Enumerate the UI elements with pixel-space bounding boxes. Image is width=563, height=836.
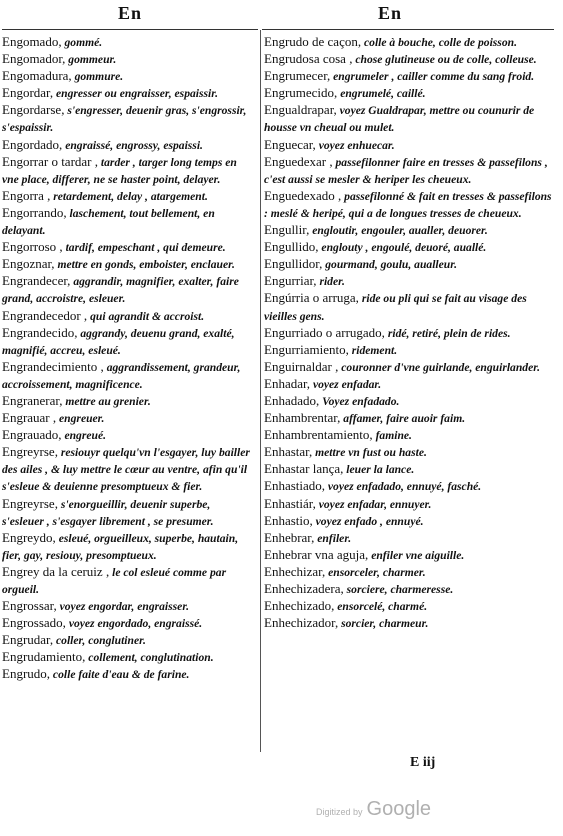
entry-headword: Enhechizadera, xyxy=(264,581,344,596)
dictionary-entry xyxy=(2,188,254,205)
entry-definition: passefilonné & fait en tresses & passefilons : meslé & heripé, qui a de longues tresses de cheueux. xyxy=(264,189,552,220)
entry-definition: affamer, faire auoir faim. xyxy=(340,412,466,426)
entry-headword: Enhechizado, xyxy=(264,598,335,614)
entry-definition: engloutir, engouler, aualler, deuorer. xyxy=(309,224,488,238)
dictionary-entry xyxy=(2,137,254,154)
dictionary-entry xyxy=(264,154,552,188)
entry-headword: Engrudo, xyxy=(2,666,51,682)
dictionary-entry xyxy=(2,410,254,427)
entry-definition: leuer la lance. xyxy=(343,463,415,477)
dictionary-entry xyxy=(2,666,254,683)
entry-headword: Engreyrse, xyxy=(2,444,58,460)
entry-definition: esleué, orgueilleux, superbe, hautain, fier, gay, resiouy, presomptueux. xyxy=(2,531,239,562)
dictionary-entry xyxy=(2,393,254,410)
entry-headword: Enguedexar , xyxy=(264,153,333,169)
entry-definition: gommeur. xyxy=(65,53,117,67)
entry-headword: Engualdrapar, xyxy=(264,102,337,118)
entry-headword: Enguedexado , xyxy=(264,187,342,203)
dictionary-entry xyxy=(264,34,552,51)
entry-definition: voyez engordar, engraisser. xyxy=(56,600,190,614)
dictionary-entry xyxy=(264,461,552,478)
entry-headword: Engordarse, xyxy=(2,102,65,118)
entry-definition: engrumeler , cailler comme du sang froid. xyxy=(330,70,535,84)
entry-headword: Enhambrentamiento, xyxy=(264,427,373,443)
entry-definition: aggrandissement, grandeur, accroissement, magnificence. xyxy=(2,360,241,391)
entry-definition: mettre en gonds, emboister, enclauer. xyxy=(54,258,235,272)
dictionary-entry xyxy=(264,410,552,427)
entry-headword: Enguirnaldar , xyxy=(264,358,339,374)
dictionary-entry xyxy=(264,290,552,324)
entry-definition: engresser ou engraisser, espaissir. xyxy=(53,87,219,101)
column-divider xyxy=(260,30,261,752)
entry-definition: le col esleué comme par orgueil. xyxy=(2,565,227,596)
dictionary-entry xyxy=(264,530,552,547)
entry-definition: aggrandy, deuenu grand, exalté, magnifié, accreu, esleué. xyxy=(2,326,235,357)
dictionary-entry xyxy=(2,34,254,51)
entry-headword: Engrandecedor , xyxy=(2,307,88,323)
entry-definition: ensorcelé, charmé. xyxy=(334,600,428,614)
entry-definition: engreué. xyxy=(61,429,107,443)
dictionary-entry xyxy=(2,51,254,68)
dictionary-entry xyxy=(2,325,254,359)
dictionary-entry xyxy=(2,273,254,307)
dictionary-entry xyxy=(2,359,254,393)
entry-headword: Engrudo de caçon, xyxy=(264,34,362,49)
dictionary-entry xyxy=(264,85,552,102)
dictionary-entry xyxy=(264,342,552,359)
entry-definition: voyez enfadar, ennuyer. xyxy=(315,497,432,511)
entry-headword: Engrandecimiento , xyxy=(2,358,104,374)
entry-definition: ridé, retiré, plein de rides. xyxy=(384,326,511,340)
dictionary-entry xyxy=(264,273,552,290)
entry-headword: Engorra , xyxy=(2,187,51,203)
dictionary-entry xyxy=(2,427,254,444)
entry-definition: resiouyr quelqu'vn l'esgayer, luy bailler des ailes , & luy mettre le cœur au ventre, afin qu'il s'esleue & deuienne presomptueux & fier. xyxy=(2,446,250,494)
dictionary-entry xyxy=(264,102,552,136)
entry-headword: Enhechizar, xyxy=(264,563,326,579)
dictionary-entry xyxy=(2,598,254,615)
dictionary-entry xyxy=(264,427,552,444)
dictionary-entry xyxy=(2,205,254,239)
entry-headword: Enhastiado, xyxy=(264,478,326,494)
entry-definition: colle faite d'eau & de farine. xyxy=(50,668,190,682)
entry-definition: laschement, tout bellement, en delayant. xyxy=(2,206,215,238)
entry-headword: Engrudamiento, xyxy=(2,649,86,665)
entry-definition: mettre au grenier. xyxy=(62,394,151,408)
entry-headword: Engordar, xyxy=(2,85,54,101)
entry-headword: Engrossar, xyxy=(2,598,57,614)
dictionary-entry xyxy=(2,102,254,136)
entry-definition: sorciere, charmeresse. xyxy=(343,583,454,596)
entry-headword: Engorrando, xyxy=(2,204,67,220)
entry-definition: voyez enhuecar. xyxy=(315,138,395,152)
dictionary-entry xyxy=(2,496,254,530)
entry-headword: Engrauar , xyxy=(2,410,57,426)
dictionary-entry xyxy=(2,615,254,632)
entry-headword: Engurriamiento, xyxy=(264,341,349,357)
entry-definition: ride ou pli qui se fait au visage des vieilles gens. xyxy=(264,292,527,323)
entry-definition: s'engresser, deuenir gras, s'engrossir, s'espaissir. xyxy=(2,104,247,135)
entry-headword: Engrandecer, xyxy=(2,273,71,289)
dictionary-entry xyxy=(264,68,552,85)
watermark-brand: Google xyxy=(366,798,432,820)
entry-headword: Engomado, xyxy=(2,34,62,49)
entry-headword: Enhechizador, xyxy=(264,615,339,631)
entry-definition: coller, conglutiner. xyxy=(53,634,146,648)
dictionary-entry xyxy=(264,239,552,256)
dictionary-entry xyxy=(264,478,552,495)
entry-definition: ensorceler, charmer. xyxy=(325,565,426,579)
dictionary-entry xyxy=(264,513,552,530)
entry-headword: Engrandecido, xyxy=(2,324,78,340)
entry-definition: retardement, delay , atargement. xyxy=(50,189,208,203)
dictionary-entry xyxy=(2,564,254,598)
entry-headword: Engullir, xyxy=(264,222,310,238)
entry-headword: Engrauado, xyxy=(2,427,62,443)
entry-definition: couronner d'vne guirlande, enguirlander. xyxy=(338,360,541,374)
entry-definition: rider. xyxy=(316,275,345,289)
dictionary-entry xyxy=(264,581,552,598)
entry-headword: Enhambrentar, xyxy=(264,410,341,426)
entry-definition: gommure. xyxy=(71,70,124,84)
entry-headword: Enhebrar vna aguja, xyxy=(264,546,369,562)
entry-definition: engreuer. xyxy=(56,412,105,426)
dictionary-entry xyxy=(264,256,552,273)
entry-headword: Engomadura, xyxy=(2,68,72,84)
entry-definition: engraissé, engrossy, espaissi. xyxy=(62,138,203,152)
entry-headword: Engomador, xyxy=(2,51,66,67)
entry-headword: Enhastar, xyxy=(264,444,313,460)
dictionary-entry xyxy=(264,222,552,239)
entry-headword: Engurriado o arrugado, xyxy=(264,324,385,340)
entry-definition: aggrandir, magnifier, exalter, faire grand, accroistre, esleuer. xyxy=(2,275,239,306)
dictionary-entry xyxy=(2,85,254,102)
entry-headword: Engoznar, xyxy=(2,256,55,272)
entry-definition: famine. xyxy=(372,429,412,443)
dictionary-entry xyxy=(264,547,552,564)
dictionary-entry xyxy=(264,359,552,376)
entry-definition: s'enorgueillir, deuenir superbe, s'esleuer , s'esgayer librement , se presumer. xyxy=(2,497,214,528)
entry-definition: collement, conglutination. xyxy=(85,651,214,665)
entry-headword: Engullidor, xyxy=(264,256,323,272)
entry-definition: Voyez enfadado. xyxy=(319,394,400,408)
entry-definition: gommé. xyxy=(61,36,103,49)
dictionary-entry xyxy=(264,444,552,461)
signature-mark: E iij xyxy=(410,755,436,770)
dictionary-entry xyxy=(2,68,254,85)
entry-headword: Engrumecer, xyxy=(264,68,331,84)
entry-headword: Engranerar, xyxy=(2,392,63,408)
dictionary-entry xyxy=(264,393,552,410)
entry-headword: Engrudosa cosa , xyxy=(264,51,353,67)
entry-definition: passefilonner faire en tresses & passefilons , c'est aussi se mesler & heriper les cheueux. xyxy=(264,155,548,186)
entry-definition: voyez enfado , ennuyé. xyxy=(312,514,424,528)
entry-headword: Engrossado, xyxy=(2,615,66,631)
running-header-left: En xyxy=(118,3,143,23)
dictionary-entry xyxy=(2,530,254,564)
entry-headword: Engrey da la ceruiz , xyxy=(2,563,110,579)
entry-headword: Engullido, xyxy=(264,239,319,255)
dictionary-entry xyxy=(264,496,552,513)
dictionary-entry xyxy=(264,137,552,154)
entry-headword: Engúrria o arruga, xyxy=(264,290,359,306)
watermark-prefix: Digitized by xyxy=(316,807,363,817)
entry-definition: tarder , targer long temps en vne place, differer, ne se haster point, delayer. xyxy=(2,155,237,186)
entry-definition: enfiler vne aiguille. xyxy=(368,548,465,562)
entry-headword: Engrumecido, xyxy=(264,85,338,101)
dictionary-entry xyxy=(264,598,552,615)
entry-definition: ridement. xyxy=(348,343,398,357)
entry-definition: voyez engordado, engraissé. xyxy=(65,617,203,631)
watermark xyxy=(316,798,431,821)
entry-headword: Enhastiár, xyxy=(264,495,316,511)
dictionary-entry xyxy=(2,444,254,495)
entry-definition: mettre vn fust ou haste. xyxy=(312,446,427,460)
entry-headword: Engreydo, xyxy=(2,529,56,545)
entry-definition: enfiler. xyxy=(314,531,352,545)
entry-definition: qui agrandit & accroist. xyxy=(87,309,205,323)
dictionary-entry xyxy=(2,649,254,666)
entry-headword: Engordado, xyxy=(2,136,63,152)
entry-headword: Enguecar, xyxy=(264,136,316,152)
entry-definition: voyez enfadado, ennuyé, fasché. xyxy=(325,480,482,494)
entry-definition: voyez enfadar. xyxy=(310,377,382,391)
entry-headword: Engreyrse, xyxy=(2,495,58,511)
entry-definition: voyez Gualdrapar, mettre ou counurir de housse vn cheual ou mulet. xyxy=(264,104,535,135)
dictionary-entry xyxy=(264,615,552,632)
dictionary-entry xyxy=(2,239,254,256)
entry-headword: Engorroso , xyxy=(2,239,63,255)
entry-definition: tardif, empeschant , qui demeure. xyxy=(62,241,226,255)
entry-headword: Engrudar, xyxy=(2,632,54,648)
entry-definition: colle à bouche, colle de poisson. xyxy=(361,36,517,49)
header-rule-left xyxy=(2,29,258,30)
dictionary-entry xyxy=(2,154,254,188)
entry-headword: Enhadar, xyxy=(264,375,311,391)
dictionary-entry xyxy=(2,256,254,273)
dictionary-entry xyxy=(264,188,552,222)
running-header-right: En xyxy=(378,3,403,23)
entry-definition: englouty , engoulé, deuoré, auallé. xyxy=(318,241,487,255)
entry-definition: engrumelé, caillé. xyxy=(337,87,426,101)
entry-headword: Engurriar, xyxy=(264,273,317,289)
entry-headword: Enhastar lança, xyxy=(264,461,344,477)
entry-headword: Engorrar o tardar , xyxy=(2,153,99,169)
dictionary-entry xyxy=(264,376,552,393)
entry-headword: Enhastio, xyxy=(264,512,313,528)
header-rule-right xyxy=(262,29,554,30)
left-column xyxy=(2,34,254,684)
dictionary-entry xyxy=(264,325,552,342)
right-column xyxy=(264,34,552,632)
dictionary-entry xyxy=(2,632,254,649)
entry-definition: gourmand, goulu, aualleur. xyxy=(322,258,458,272)
entry-headword: Enhebrar, xyxy=(264,529,315,545)
entry-headword: Enhadado, xyxy=(264,392,320,408)
entry-definition: chose glutineuse ou de colle, colleuse. xyxy=(352,53,537,67)
entry-definition: sorcier, charmeur. xyxy=(338,617,429,631)
dictionary-entry xyxy=(2,308,254,325)
dictionary-entry xyxy=(264,564,552,581)
dictionary-entry xyxy=(264,51,552,68)
